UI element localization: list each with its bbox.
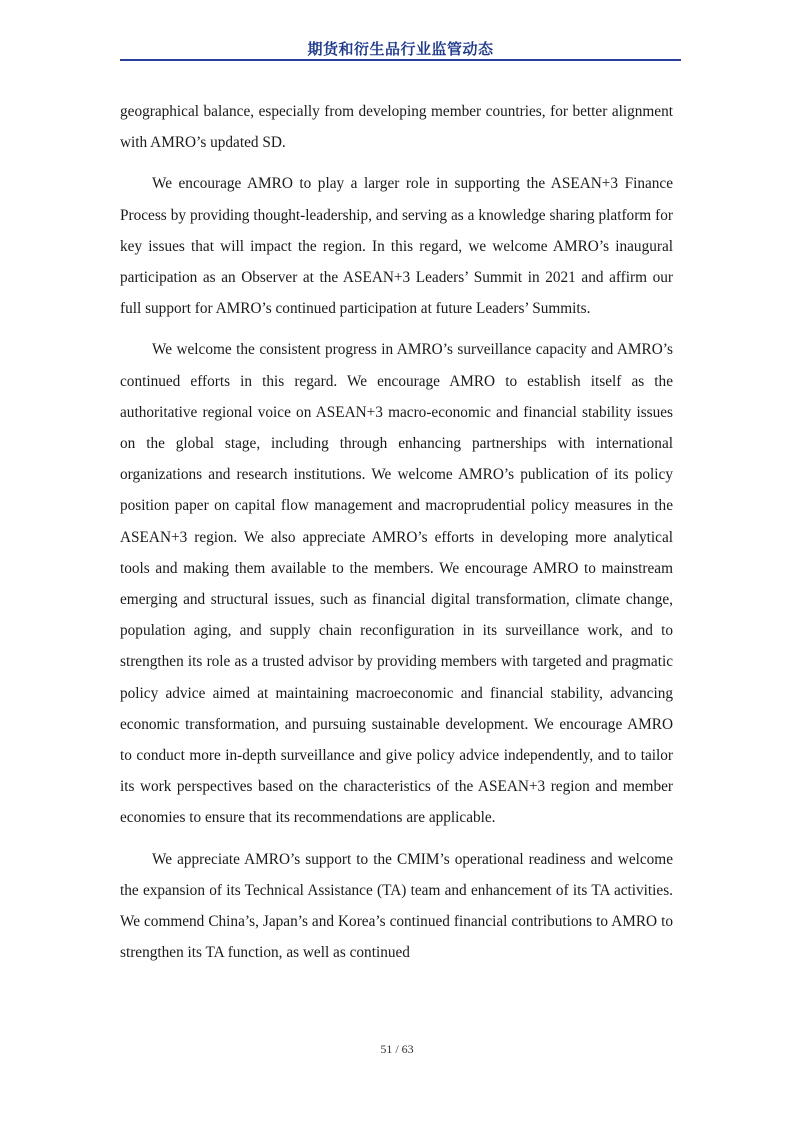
document-body <box>120 96 673 978</box>
header-rule <box>120 59 681 61</box>
paragraph-1: geographical balance, especially from developing member countries, for better alignment with AMRO’s updated SD. <box>120 103 673 152</box>
page-number: 51 / 63 <box>380 1042 414 1056</box>
paragraph-2: We encourage AMRO to play a larger role in supporting the ASEAN+3 Finance Process by providing thought-leadership, and serving as a knowledge sharing platform for key issues that will impact the region. In this regard, we welcome AMRO’s inaugural participation as an Observer at the ASEAN+3 Leaders’ Summit in 2021 and affirm our full support for AMRO’s continued participation at future Leaders’ Summits. <box>120 175 673 318</box>
paragraph-4: We appreciate AMRO’s support to the CMIM’s operational readiness and welcome the expansion of its Technical Assistance (TA) team and enhancement of its TA activities. We commend China’s, Japan’s and Korea’s continued financial contributions to AMRO to strengthen its TA function, as well as continued <box>120 850 673 962</box>
paragraph-3: We welcome the consistent progress in AMRO’s surveillance capacity and AMRO’s continued efforts in this regard. We encourage AMRO to establish itself as the authoritative regional voice on ASEAN+3 macro-economic and financial stability issues on the global stage, including through enhancing partnerships with international organizations and research institutions. We welcome AMRO’s publication of its policy position paper on capital flow management and macroprudential policy measures in the ASEAN+3 region. We also appreciate AMRO’s efforts in developing more analytical tools and making them available to the members. We encourage AMRO to mainstream emerging and structural issues, such as financial digital transformation, climate change, population aging, and supply chain reconfiguration in its surveillance work, and to strengthen its role as a trusted advisor by providing members with targeted and pragmatic policy advice aimed at maintaining macroeconomic and financial stability, advancing economic transformation, and pursuing sustainable development. We encourage AMRO to conduct more in-depth surveillance and give policy advice independently, and to tailor its work perspectives based on the characteristics of the ASEAN+3 region and member economies to ensure that its recommendations are applicable. <box>120 341 673 827</box>
page-header <box>120 36 681 64</box>
header-title: 期货和衍生品行业监管动态 <box>307 40 494 58</box>
